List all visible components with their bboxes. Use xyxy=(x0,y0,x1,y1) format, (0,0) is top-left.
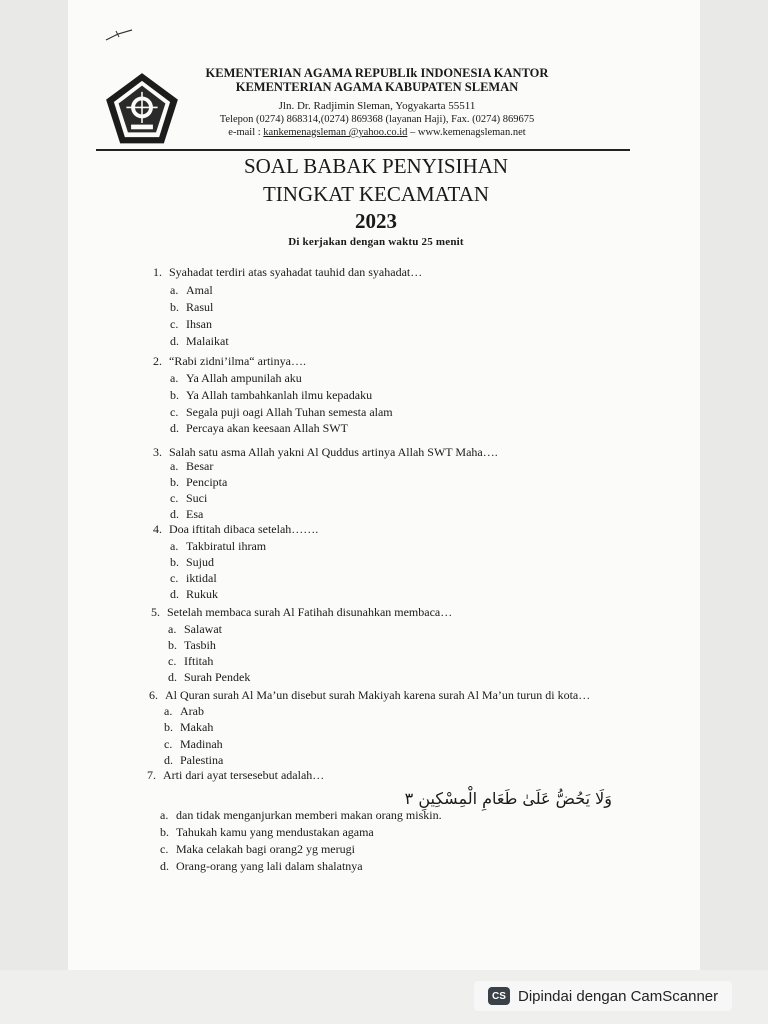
question-number: 1. xyxy=(153,265,162,279)
option-letter: d. xyxy=(170,421,179,435)
question-1 xyxy=(153,265,422,280)
option-letter: c. xyxy=(164,737,173,751)
option-text: Pencipta xyxy=(186,475,228,489)
option-letter: c. xyxy=(170,571,179,585)
option-text: Malaikat xyxy=(186,334,229,348)
option-text: Tahukah kamu yang mendustakan agama xyxy=(176,825,374,839)
org-email-line xyxy=(190,126,564,139)
option-3-b xyxy=(170,475,227,490)
option-text: dan tidak menganjurkan memberi makan orang miskin. xyxy=(176,808,442,822)
option-3-c xyxy=(170,491,207,506)
question-number: 6. xyxy=(149,688,158,702)
option-6-c xyxy=(164,737,223,752)
option-1-a xyxy=(170,283,213,298)
option-text: Sujud xyxy=(186,555,215,569)
camscanner-label: Dipindai dengan CamScanner xyxy=(518,987,719,1005)
option-letter: b. xyxy=(168,638,177,652)
question-2 xyxy=(153,354,306,369)
option-4-c xyxy=(170,571,217,586)
option-letter: c. xyxy=(170,491,179,505)
question-4 xyxy=(153,522,318,537)
option-3-a xyxy=(170,459,213,474)
title-line2: TINGKAT KECAMATAN xyxy=(262,182,489,206)
question-number: 5. xyxy=(151,605,160,619)
option-letter: d. xyxy=(164,753,173,767)
letterhead xyxy=(190,66,564,139)
option-7-c xyxy=(160,842,355,857)
email-prefix: e-mail : xyxy=(228,127,264,138)
arabic-verse: وَلَا يَحُضُّ عَلَىٰ طَعَامِ الْمِسْكِينِ ٣ xyxy=(404,789,612,808)
option-6-a xyxy=(164,704,204,719)
time-note: Di kerjakan dengan waktu 25 menit xyxy=(288,236,464,248)
org-phone: Telepon (0274) 868314,(0274) 869368 (layanan Haji), Fax. (0274) 869675 xyxy=(219,114,535,125)
option-text: iktidal xyxy=(186,571,217,585)
question-text: “Rabi zidni’ilma“ artinya…. xyxy=(169,354,306,368)
option-2-b xyxy=(170,388,372,403)
option-text: Madinah xyxy=(180,737,223,751)
question-text: Arti dari ayat tersesebut adalah… xyxy=(163,768,325,782)
option-text: Surah Pendek xyxy=(184,670,251,684)
option-letter: a. xyxy=(170,371,179,385)
option-letter: c. xyxy=(168,654,177,668)
option-text: Takbiratul ihram xyxy=(186,539,267,553)
option-text: Amal xyxy=(186,283,213,297)
option-letter: c. xyxy=(160,842,169,856)
option-text: Suci xyxy=(186,491,208,505)
option-5-d xyxy=(168,670,250,685)
ministry-logo-icon xyxy=(103,70,181,148)
option-1-d xyxy=(170,334,229,349)
option-text: Besar xyxy=(186,459,214,473)
option-6-d xyxy=(164,753,223,768)
question-3 xyxy=(153,445,498,460)
option-text: Ya Allah ampunilah aku xyxy=(186,371,302,385)
option-6-b xyxy=(164,720,213,735)
option-letter: c. xyxy=(170,317,179,331)
question-text: Doa iftitah dibaca setelah……. xyxy=(169,522,319,536)
question-text: Setelah membaca surah Al Fatihah disunahkan membaca… xyxy=(167,605,453,619)
option-letter: a. xyxy=(168,622,177,636)
option-text: Tasbih xyxy=(184,638,216,652)
option-letter: a. xyxy=(170,539,179,553)
option-2-c xyxy=(170,405,393,420)
question-text: Salah satu asma Allah yakni Al Quddus artinya Allah SWT Maha…. xyxy=(169,445,498,459)
option-5-c xyxy=(168,654,213,669)
option-letter: d. xyxy=(168,670,177,684)
option-text: Maka celakah bagi orang2 yg merugi xyxy=(176,842,355,856)
option-text: Rasul xyxy=(186,300,214,314)
option-letter: b. xyxy=(164,720,173,734)
option-letter: d. xyxy=(170,507,179,521)
camscanner-icon: CS xyxy=(488,987,510,1005)
letterhead-divider xyxy=(96,149,630,151)
option-1-b xyxy=(170,300,213,315)
org-name-line1: KEMENTERIAN AGAMA REPUBLIk INDONESIA KANTOR xyxy=(205,66,549,80)
option-2-a xyxy=(170,371,302,386)
email-link[interactable]: kankemenagsleman @yahoo.co.id xyxy=(263,127,408,138)
option-letter: d. xyxy=(170,587,179,601)
option-4-a xyxy=(170,539,266,554)
option-text: Esa xyxy=(186,507,204,521)
option-text: Palestina xyxy=(180,753,224,767)
option-2-d xyxy=(170,421,348,436)
option-text: Ya Allah tambahkanlah ilmu kepadaku xyxy=(186,388,373,402)
option-text: Rukuk xyxy=(186,587,219,601)
option-letter: b. xyxy=(160,825,169,839)
option-7-b xyxy=(160,825,374,840)
pen-mark xyxy=(104,28,134,42)
option-text: Orang-orang yang lali dalam shalatnya xyxy=(176,859,363,873)
option-1-c xyxy=(170,317,212,332)
question-7 xyxy=(147,768,324,783)
option-text: Iftitah xyxy=(184,654,214,668)
option-5-b xyxy=(168,638,216,653)
option-letter: b. xyxy=(170,300,179,314)
option-letter: d. xyxy=(160,859,169,873)
option-text: Makah xyxy=(180,720,214,734)
question-6 xyxy=(149,688,590,703)
org-name-line2: KEMENTERIAN AGAMA KABUPATEN SLEMAN xyxy=(235,80,519,94)
option-text: Arab xyxy=(180,704,204,718)
option-5-a xyxy=(168,622,222,637)
question-number: 2. xyxy=(153,354,162,368)
website: – www.kemenagsleman.net xyxy=(407,127,526,138)
option-text: Salawat xyxy=(184,622,222,636)
option-text: Segala puji oagi Allah Tuhan semesta alam xyxy=(186,405,393,419)
option-text: Ihsan xyxy=(186,317,212,331)
option-letter: a. xyxy=(170,459,179,473)
question-number: 7. xyxy=(147,768,156,782)
option-letter: b. xyxy=(170,475,179,489)
option-letter: a. xyxy=(164,704,173,718)
question-text: Syahadat terdiri atas syahadat tauhid dan syahadat… xyxy=(169,265,423,279)
camscanner-watermark xyxy=(474,981,732,1011)
question-5 xyxy=(151,605,452,620)
title-line1: SOAL BABAK PENYISIHAN xyxy=(243,154,509,178)
option-letter: d. xyxy=(170,334,179,348)
option-4-b xyxy=(170,555,214,570)
option-letter: c. xyxy=(170,405,179,419)
option-text: Percaya akan keesaan Allah SWT xyxy=(186,421,348,435)
option-letter: a. xyxy=(160,808,169,822)
question-text: Al Quran surah Al Ma’un disebut surah Makiyah karena surah Al Ma’un turun di kota… xyxy=(165,688,591,702)
option-letter: b. xyxy=(170,388,179,402)
question-number: 3. xyxy=(153,445,162,459)
question-number: 4. xyxy=(153,522,162,536)
option-4-d xyxy=(170,587,218,602)
option-7-d xyxy=(160,859,363,874)
option-letter: b. xyxy=(170,555,179,569)
option-3-d xyxy=(170,507,203,522)
option-7-a xyxy=(160,808,442,823)
option-letter: a. xyxy=(170,283,179,297)
org-address: Jln. Dr. Radjimin Sleman, Yogyakarta 55511 xyxy=(278,100,476,112)
title-year: 2023 xyxy=(355,209,397,233)
